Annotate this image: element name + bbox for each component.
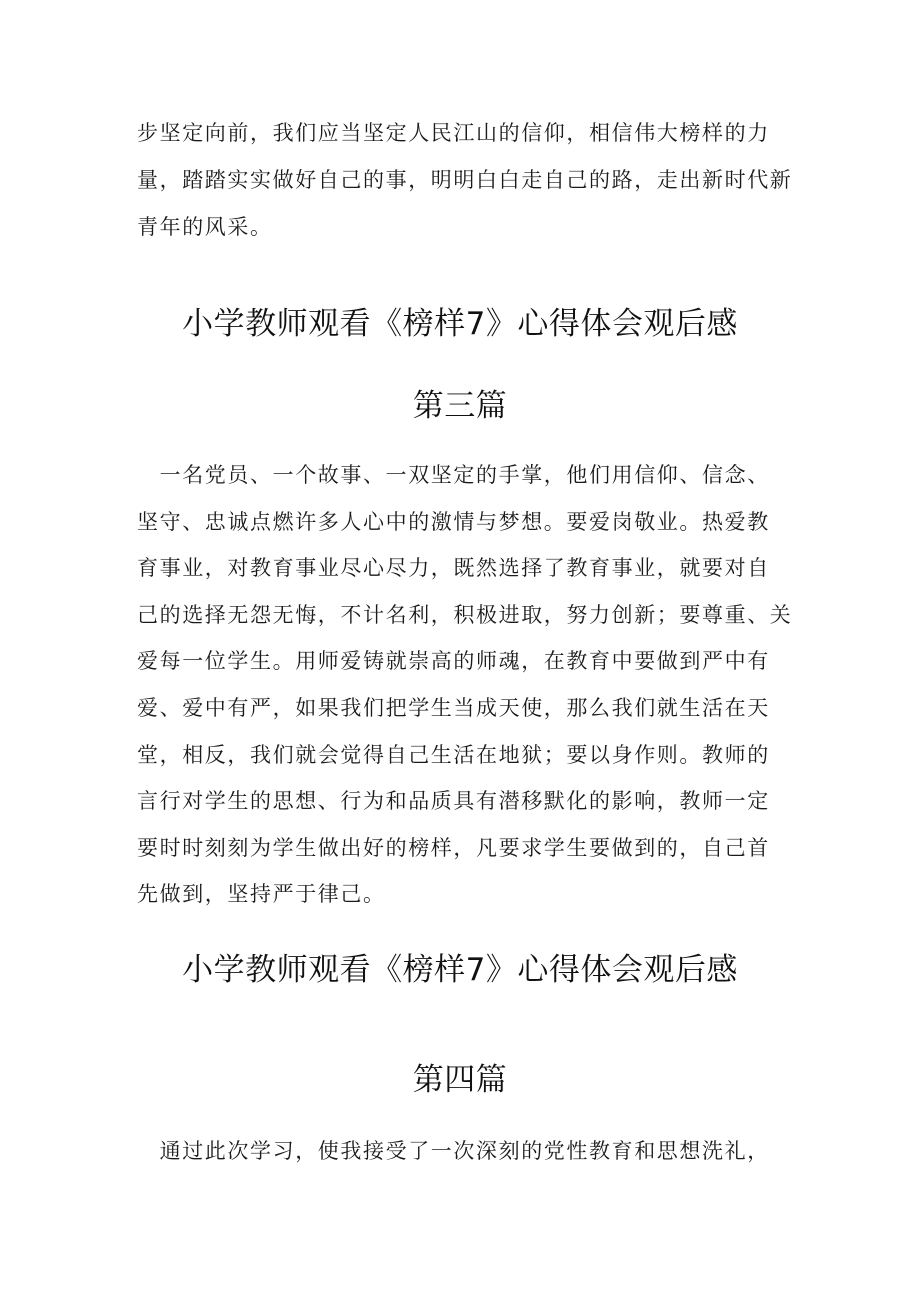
paragraph-line: 己的选择无怨无悔，不计名利，积极进取，努力创新；要尊重、关	[137, 602, 793, 627]
section3-subtitle: 第三篇	[412, 388, 508, 424]
paragraph-line: 量，踏踏实实做好自己的事，明明白白走自己的路，走出新时代新	[137, 168, 793, 192]
paragraph-line: 步坚定向前，我们应当坚定人民江山的信仰，相信伟大榜样的力	[137, 121, 770, 145]
paragraph-line: 要时时刻刻为学生做出好的榜样，凡要求学生要做到的，自己首	[137, 835, 770, 860]
paragraph-line: 育事业，对教育事业尽心尽力，既然选择了教育事业，就要对自	[137, 556, 770, 581]
paragraph-line: 通过此次学习，使我接受了一次深刻的党性教育和思想洗礼，	[137, 1139, 770, 1163]
paragraph-line: 堂，相反，我们就会觉得自己生活在地狱；要以身作则。教师的	[137, 742, 770, 767]
paragraph-line: 先做到，坚持严于律己。	[137, 882, 386, 907]
paragraph-line: 爱、爱中有严，如果我们把学生当成天使，那么我们就生活在天	[137, 695, 770, 720]
section3-title: 小学教师观看《榜样7》心得体会观后感	[182, 306, 738, 342]
section4-body	[137, 1128, 787, 1175]
paragraph-line: 一名党员、一个故事、一双坚定的手掌，他们用信仰、信念、	[137, 463, 770, 487]
section3-body	[137, 452, 793, 918]
paragraph-line: 爱每一位学生。用师爱铸就崇高的师魂，在教育中要做到严中有	[137, 649, 770, 674]
paragraph-line: 言行对学生的思想、行为和品质具有潜移默化的影响，教师一定	[137, 789, 770, 814]
paragraph-line: 坚守、忠诚点燃许多人心中的激情与梦想。要爱岗敬业。热爱教	[137, 509, 770, 534]
section4-title: 小学教师观看《榜样7》心得体会观后感	[182, 952, 738, 988]
intro-paragraph	[137, 110, 793, 251]
paragraph-line: 青年的风采。	[137, 215, 273, 239]
section4-subtitle: 第四篇	[412, 1062, 508, 1098]
